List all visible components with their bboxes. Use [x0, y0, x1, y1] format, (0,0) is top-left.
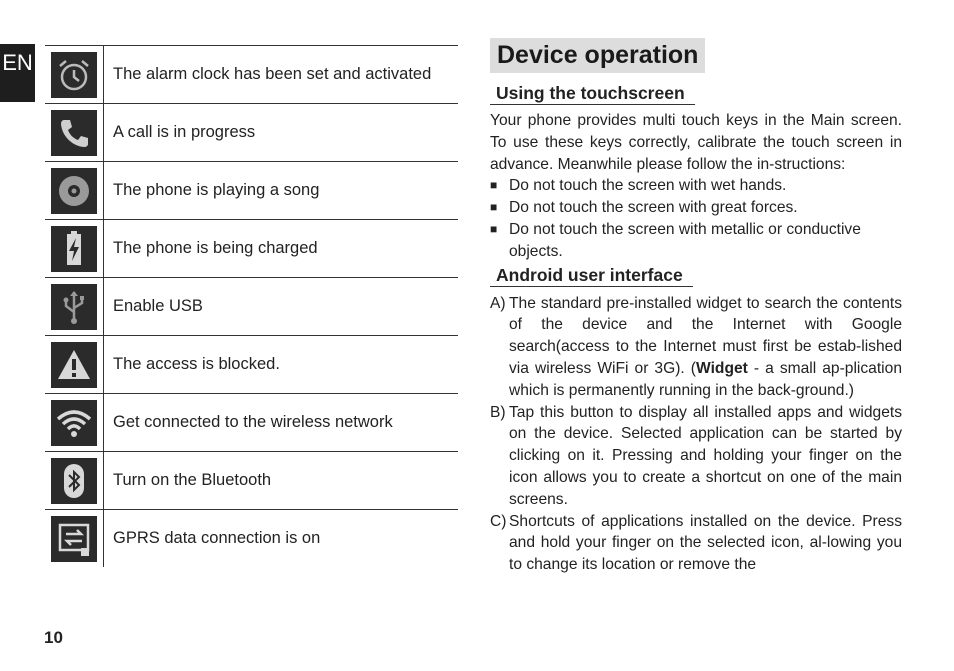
wifi-icon	[51, 400, 97, 446]
music-disc-icon	[51, 168, 97, 214]
android-ui-heading: Android user interface	[490, 265, 693, 287]
row-description: The access is blocked.	[113, 355, 280, 373]
android-ui-list	[490, 293, 902, 576]
list-item: A) The standard pre-installed widget to search the contents of the device and the Internet with Google search(access to the Internet must first be estab-lished via wireless WiFi or 3G). (Widget - a small ap-plication which is permanently running in the back-ground.)	[490, 294, 902, 399]
bluetooth-icon	[51, 458, 97, 504]
list-item: ■ Do not touch the screen with wet hands.	[490, 175, 902, 197]
square-bullet-icon: ■	[490, 200, 498, 215]
list-item: ■ Do not touch the screen with metallic or conductive objects.	[490, 219, 902, 263]
page-number: 10	[44, 628, 63, 647]
warning-icon	[51, 342, 97, 388]
table-row	[45, 452, 458, 510]
touchscreen-rules	[490, 175, 902, 262]
usb-icon	[51, 284, 97, 330]
touchscreen-heading: Using the touchscreen	[490, 83, 695, 105]
right-column	[490, 38, 902, 576]
row-description: A call is in progress	[113, 123, 256, 141]
list-item: C) Shortcuts of applications installed on the device. Press and hold your finger on the selected icon, al-lowing you to change its location or remove the	[490, 512, 902, 574]
alarm-clock-icon	[51, 52, 97, 98]
table-row	[45, 104, 458, 162]
table-row	[45, 162, 458, 220]
language-label: EN	[2, 50, 33, 75]
row-description: The alarm clock has been set and activated	[113, 65, 432, 83]
row-description: Turn on the Bluetooth	[113, 471, 272, 489]
list-item: ■ Do not touch the screen with great forces.	[490, 197, 902, 219]
row-description: Get connected to the wireless network	[113, 413, 393, 431]
section-title: Device operation	[490, 38, 705, 73]
row-description: The phone is being charged	[113, 239, 318, 257]
row-description: The phone is playing a song	[113, 181, 320, 199]
table-row	[45, 46, 458, 104]
phone-call-icon	[51, 110, 97, 156]
row-description: Enable USB	[113, 297, 203, 315]
table-row	[45, 394, 458, 452]
language-tab	[0, 44, 35, 102]
widget-term: Widget	[696, 359, 748, 377]
status-icon-table	[45, 45, 458, 567]
table-row	[45, 220, 458, 278]
touchscreen-intro: Your phone provides multi touch keys in the Main screen. To use these keys correctly, calibrate the touch screen in advance. Meanwhile please follow the in-structions:	[490, 112, 902, 173]
row-description: GPRS data connection is on	[113, 529, 321, 547]
list-item: B) Tap this button to display all installed apps and widgets on the device. Selected application can be started by clicking on it. Pressing and holding your finger on the icon allows you to create a shortcut on one of the main screens.	[490, 403, 902, 508]
square-bullet-icon: ■	[490, 221, 498, 236]
table-row	[45, 336, 458, 394]
battery-charging-icon	[51, 226, 97, 272]
square-bullet-icon: ■	[490, 178, 498, 193]
data-transfer-icon	[51, 516, 97, 562]
table-row	[45, 278, 458, 336]
table-row	[45, 510, 458, 567]
